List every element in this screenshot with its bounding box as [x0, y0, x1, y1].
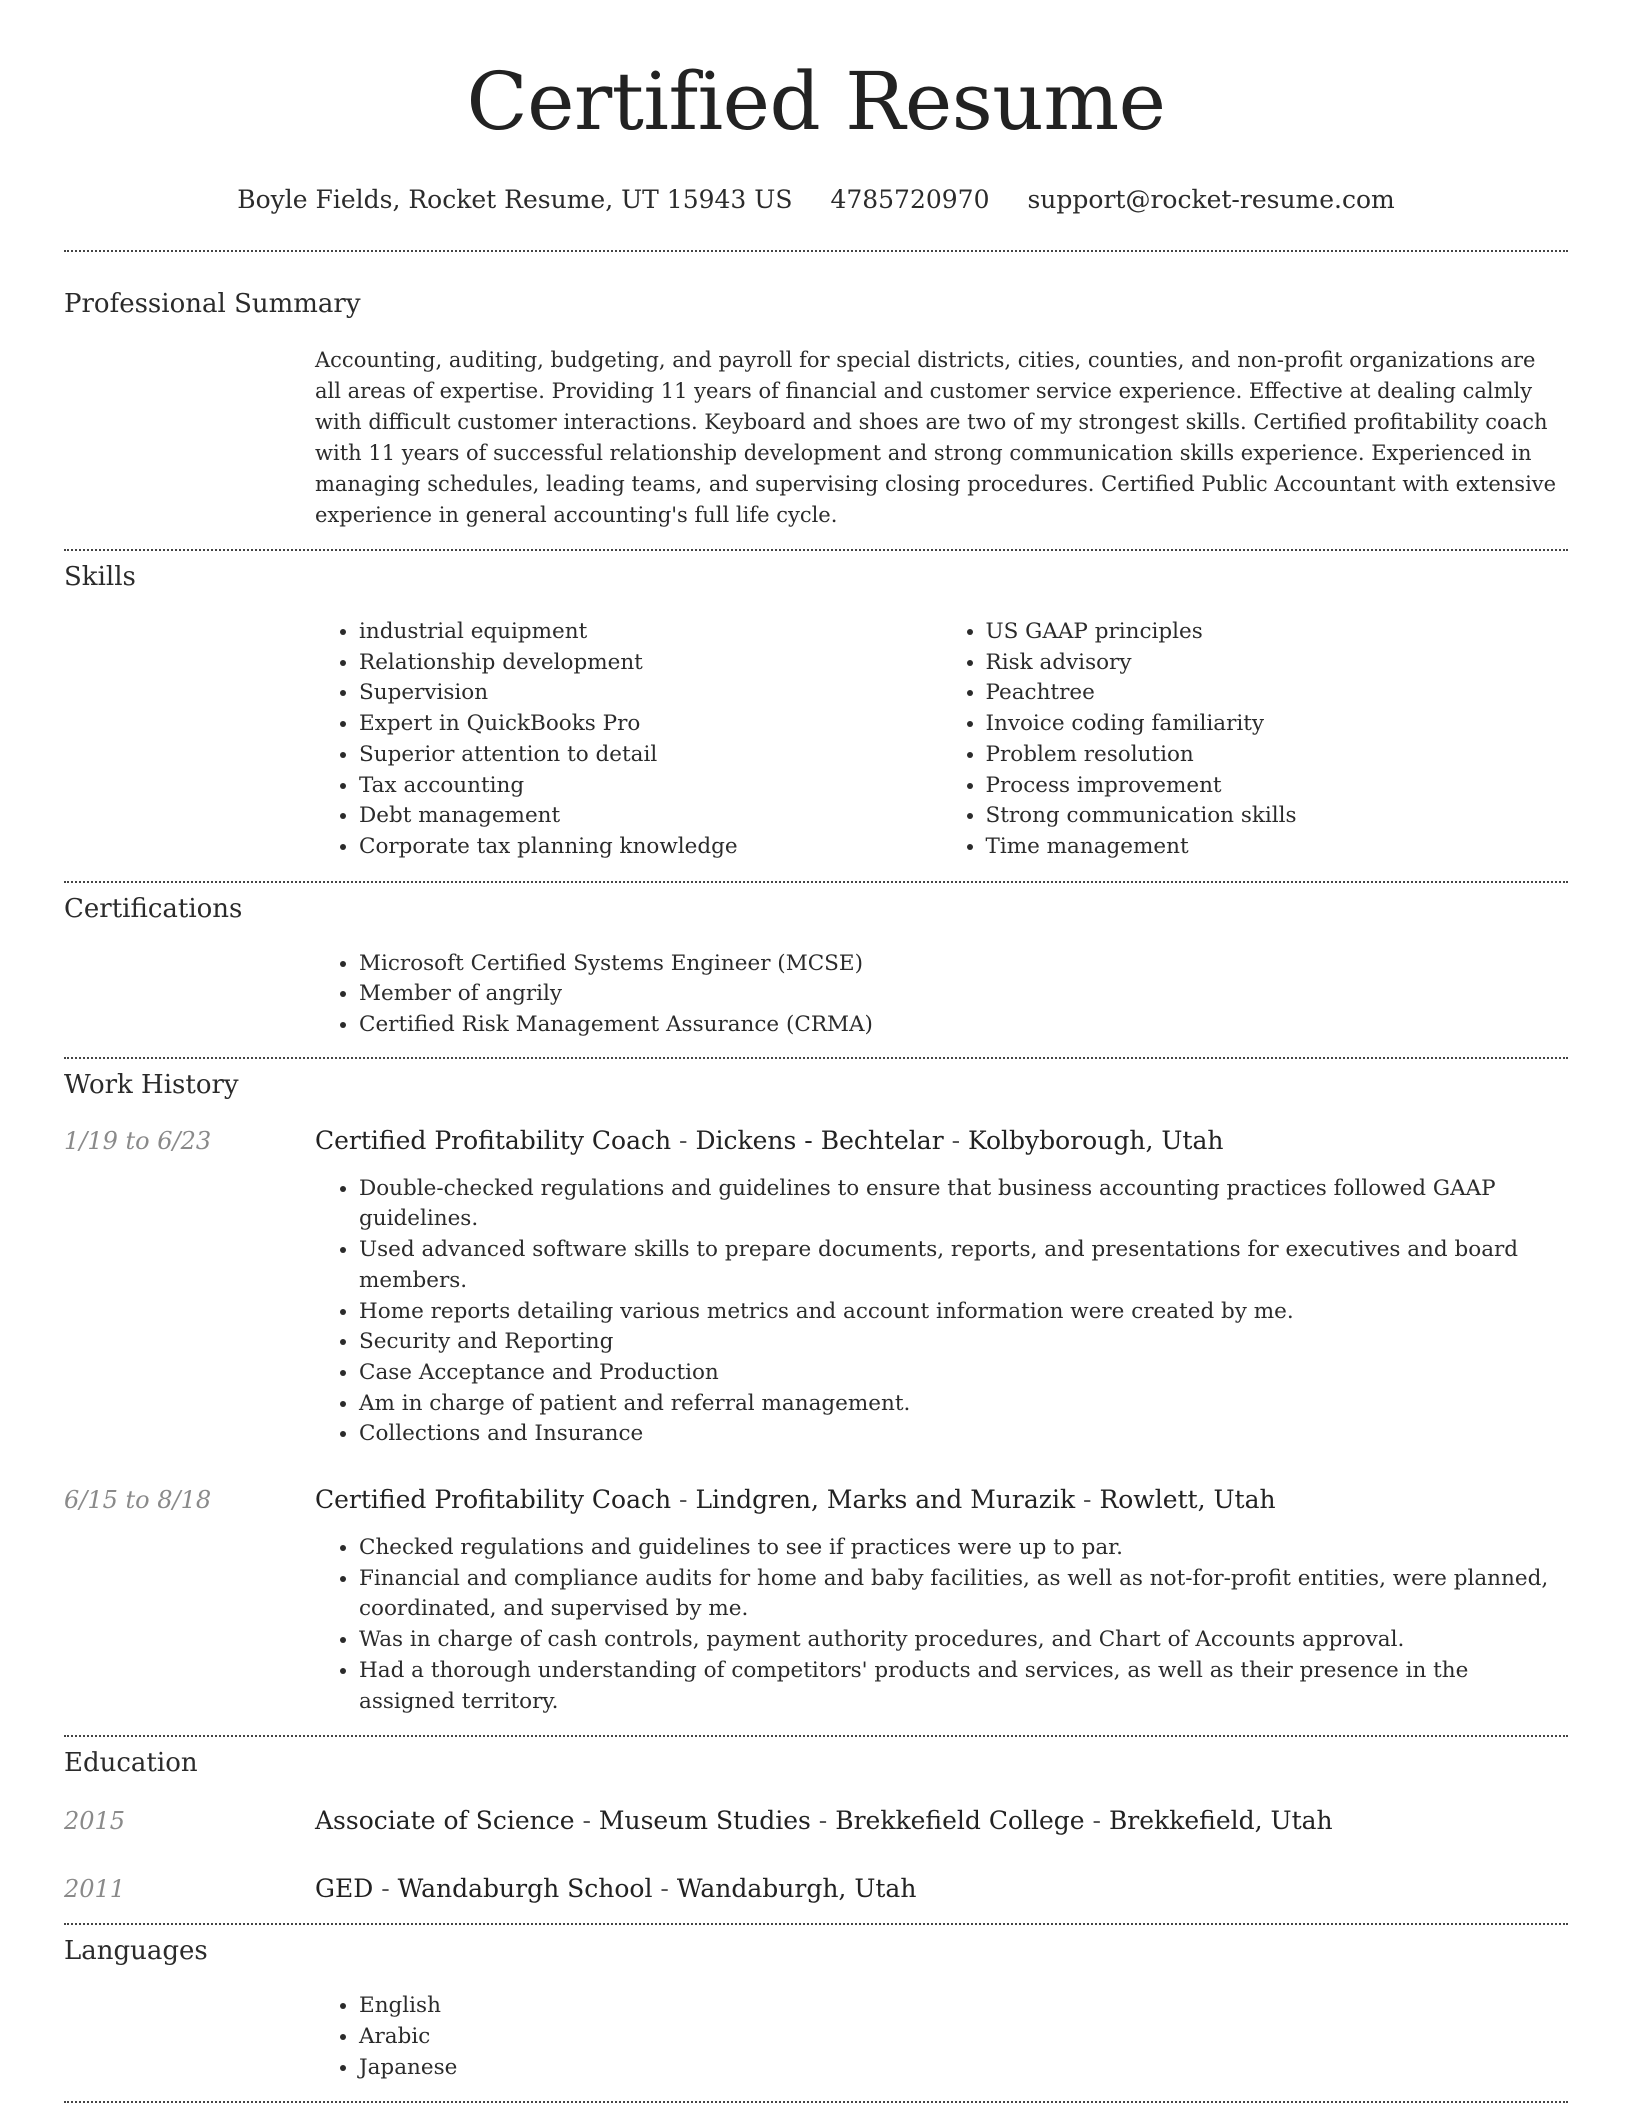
list-item: • Certified Risk Management Assurance (CRMA): [359, 1010, 1568, 1041]
list-item: • Debt management: [359, 801, 942, 832]
work-history-section: [64, 1059, 1568, 1718]
summary-text: Accounting, auditing, budgeting, and payroll for special districts, cities, counties, and non-profit organizations are all areas of expertise. Providing 11 years of financial and customer service experience. Effective at dealing calmly with difficult customer interactions. Keyboard and shoes are two of my strongest skills. Certified profitability coach with 11 years of successful relationship development and strong communication skills experience. Experienced in managing schedules, leading teams, and supervising closing procedures. Certified Public Accountant with extensive experience in general accounting's full life cycle.: [315, 348, 1557, 527]
languages-list: [315, 1991, 1568, 2083]
contact-address: Boyle Fields, Rocket Resume, UT 15943 US: [237, 185, 793, 214]
skills-title: Skills: [64, 562, 136, 592]
job-company: Dickens - Bechtelar: [695, 1125, 944, 1155]
list-item: • Superior attention to detail: [359, 740, 942, 771]
summary-title: Professional Summary: [64, 289, 361, 319]
job-role: Certified Profitability Coach: [315, 1125, 672, 1155]
languages-title: Languages: [64, 1936, 208, 1967]
list-item: • Corporate tax planning knowledge: [359, 832, 942, 863]
contact-phone: 4785720970: [830, 185, 990, 214]
list-item: • English: [359, 1991, 1568, 2022]
list-item: • Strong communication skills: [986, 801, 1569, 832]
separator: -: [943, 1125, 968, 1155]
list-item: • Case Acceptance and Production: [359, 1358, 1568, 1389]
skills-list-right: [942, 617, 1569, 863]
education-school: Brekkefield College: [835, 1806, 1085, 1836]
education-year: 2011: [64, 1875, 126, 1904]
list-item: • Am in charge of patient and referral management.: [359, 1389, 1568, 1420]
job-heading: [315, 1484, 1276, 1516]
list-item: • Problem resolution: [986, 740, 1569, 771]
education-field: Museum Studies: [598, 1806, 811, 1836]
contact-email: support@rocket-resume.com: [1027, 185, 1395, 214]
education-section: [64, 1737, 1568, 1905]
summary-section: [64, 252, 1568, 531]
list-item: • Relationship development: [359, 648, 942, 679]
list-item: • Time management: [986, 832, 1569, 863]
education-degree: Associate of Science: [315, 1806, 575, 1836]
list-item: • Financial and compliance audits for home and baby facilities, as well as not-for-profit entities, were planned, coordinated, and supervised by me.: [359, 1564, 1568, 1625]
job-dates: 1/19 to 6/23: [64, 1126, 212, 1155]
education-degree: GED: [315, 1874, 374, 1904]
certifications-title: Certifications: [64, 893, 243, 924]
job-heading: [315, 1125, 1223, 1157]
job-location: Kolbyborough, Utah: [968, 1125, 1224, 1155]
certifications-section: [64, 883, 1568, 1041]
list-item: • Home reports detailing various metrics and account information were created by me.: [359, 1297, 1568, 1328]
languages-section: [64, 1925, 1568, 2083]
separator: -: [810, 1806, 836, 1836]
divider: [64, 2101, 1568, 2103]
list-item: • Peachtree: [986, 678, 1569, 709]
list-item: • Used advanced software skills to prepare documents, reports, and presentations for executives and board members.: [359, 1235, 1568, 1296]
job-dates: 6/15 to 8/18: [64, 1486, 212, 1515]
list-item: • Checked regulations and guidelines to see if practices were up to par.: [359, 1533, 1568, 1564]
education-heading: [315, 1805, 1333, 1837]
job-role: Certified Profitability Coach: [315, 1485, 672, 1515]
resume-name: Certified Resume: [466, 55, 1166, 148]
education-entry: [64, 1805, 1568, 1837]
separator: -: [1075, 1485, 1100, 1515]
education-school: Wandaburgh School: [397, 1874, 653, 1904]
list-item: • Microsoft Certified Systems Engineer (MCSE): [359, 949, 1568, 980]
education-location: Brekkefield, Utah: [1108, 1806, 1333, 1836]
job-entry: [64, 1125, 1568, 1450]
education-entry: [64, 1873, 1568, 1905]
list-item: • Had a thorough understanding of competitors' products and services, as well as their presence in the assigned territory.: [359, 1656, 1568, 1717]
education-title: Education: [64, 1748, 198, 1779]
separator: -: [574, 1806, 599, 1836]
skills-list-left: [315, 617, 942, 863]
list-item: • industrial equipment: [359, 617, 942, 648]
list-item: • Security and Reporting: [359, 1327, 1568, 1358]
job-bullets: [315, 1174, 1568, 1450]
list-item: • Arabic: [359, 2022, 1568, 2053]
list-item: • Invoice coding familiarity: [986, 709, 1569, 740]
separator: -: [1084, 1806, 1109, 1836]
certifications-list: [315, 949, 1568, 1041]
list-item: • Expert in QuickBooks Pro: [359, 709, 942, 740]
education-heading: [315, 1873, 916, 1905]
list-item: • Member of angrily: [359, 979, 1568, 1010]
list-item: • Double-checked regulations and guidelines to ensure that business accounting practices followed GAAP guidelines.: [359, 1174, 1568, 1235]
job-bullets: [315, 1533, 1568, 1717]
education-year: 2015: [64, 1807, 126, 1836]
job-location: Rowlett, Utah: [1099, 1485, 1276, 1515]
job-entry: [64, 1484, 1568, 1717]
separator: -: [373, 1874, 398, 1904]
contact-line: [64, 184, 1568, 216]
list-item: • Risk advisory: [986, 648, 1569, 679]
list-item: • Collections and Insurance: [359, 1419, 1568, 1450]
separator: -: [652, 1874, 677, 1904]
job-company: Lindgren, Marks and Murazik: [695, 1485, 1076, 1515]
list-item: • Supervision: [359, 678, 942, 709]
work-history-title: Work History: [64, 1069, 239, 1100]
separator: -: [671, 1125, 696, 1155]
education-location: Wandaburgh, Utah: [676, 1874, 917, 1904]
list-item: • Tax accounting: [359, 771, 942, 802]
list-item: • Japanese: [359, 2053, 1568, 2084]
list-item: • Was in charge of cash controls, payment authority procedures, and Chart of Accounts approval.: [359, 1625, 1568, 1656]
skills-section: [64, 551, 1568, 863]
list-item: • Process improvement: [986, 771, 1569, 802]
list-item: • US GAAP principles: [986, 617, 1569, 648]
separator: -: [671, 1485, 696, 1515]
